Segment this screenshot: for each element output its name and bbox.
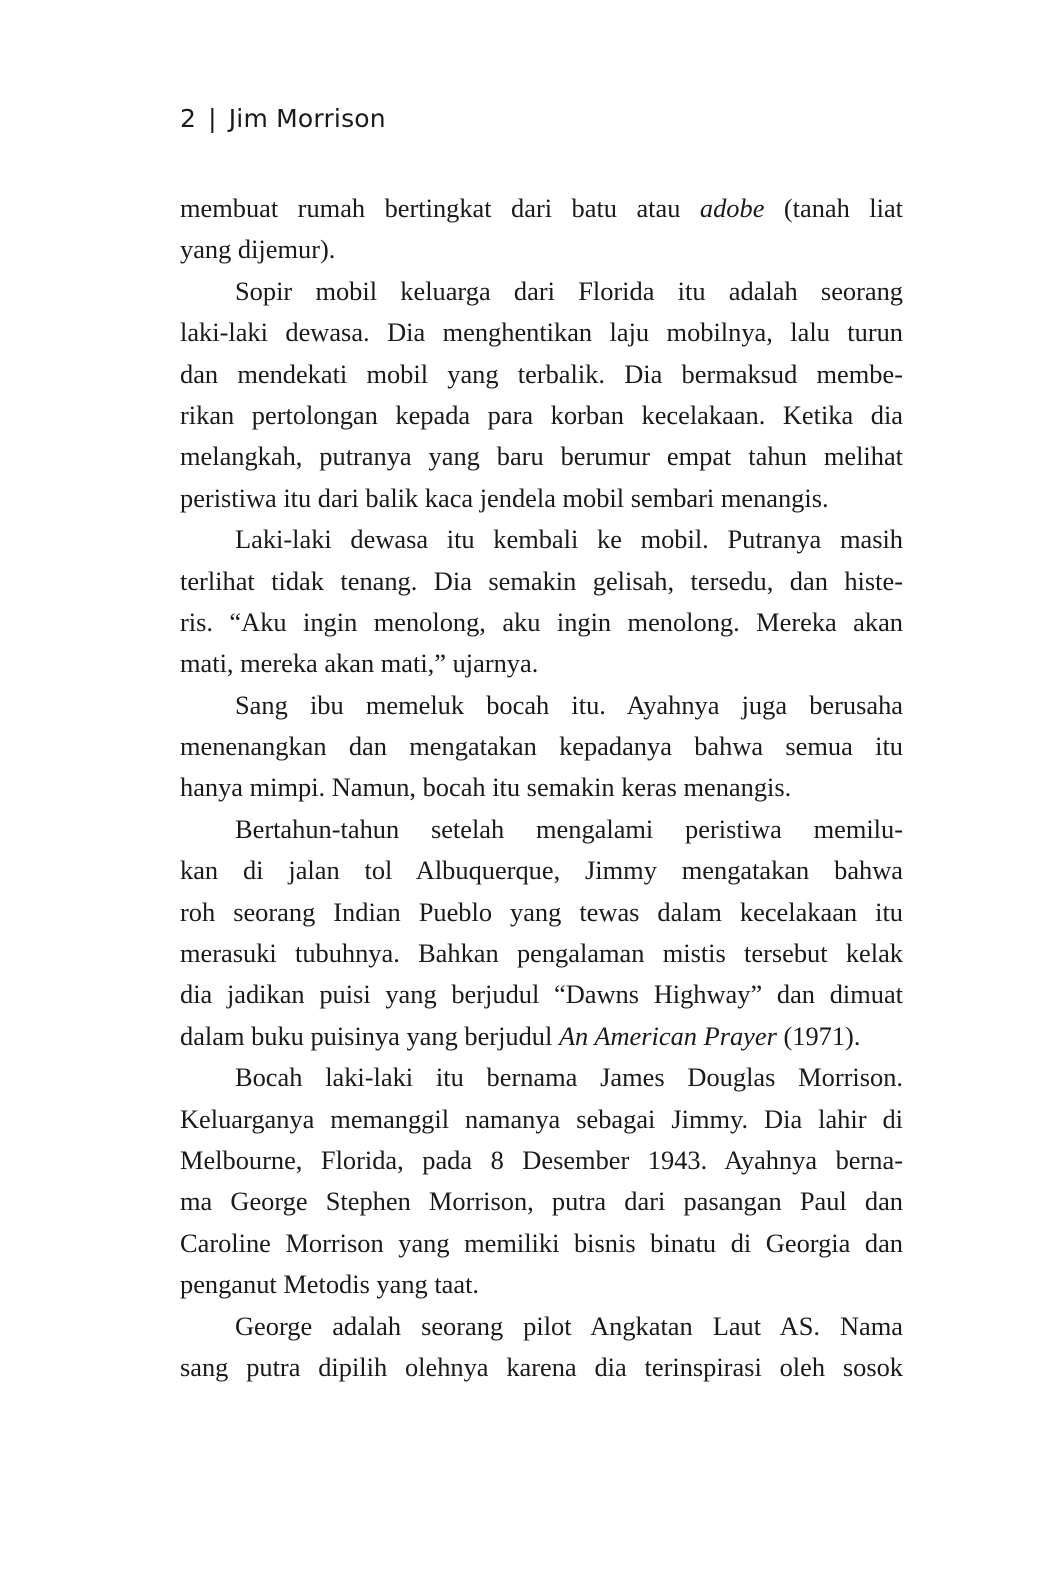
text-run: Keluarganya memanggil namanya sebagai Jimmy. Dia lahir di [180, 1103, 903, 1134]
text-run: yang dijemur). [180, 234, 336, 265]
text-run: dalam buku puisinya yang berjudul [180, 1020, 559, 1051]
text-line [180, 726, 903, 767]
text-run: (tanah liat [764, 193, 904, 223]
text-run: Bocah laki-laki itu bernama James Douglas Morrison. [235, 1062, 903, 1093]
text-run: Melbourne, Florida, pada 8 Desember 1943. Ayahnya berna- [180, 1144, 903, 1175]
text-line [180, 1306, 903, 1347]
text-run: merasuki tubuhnya. Bahkan pengalaman mistis tersebut kelak [180, 938, 903, 969]
text-line [180, 892, 903, 933]
text-run: Sang ibu memeluk bocah itu. Ayahnya juga berusaha [235, 689, 903, 720]
text-line [180, 1057, 903, 1098]
text-run: penganut Metodis yang taat. [180, 1269, 480, 1300]
running-head [180, 104, 386, 133]
paragraph [180, 271, 903, 519]
text-line [180, 1016, 903, 1057]
text-run: rikan pertolongan kepada para korban kecelakaan. Ketika dia [180, 399, 903, 430]
book-title: Jim Morrison [228, 104, 386, 133]
text-run: dia jadikan puisi yang berjudul “Dawns Highway” dan dimuat [180, 979, 903, 1010]
text-run: ma George Stephen Morrison, putra dari pasangan Paul dan [180, 1186, 903, 1217]
text-run: menenangkan dan mengatakan kepadanya bahwa semua itu [180, 731, 903, 762]
text-run: Sopir mobil keluarga dari Florida itu adalah seorang [235, 275, 903, 306]
text-run: kan di jalan tol Albuquerque, Jimmy mengatakan bahwa [180, 855, 903, 886]
paragraph [180, 188, 903, 271]
text-line [180, 354, 903, 395]
text-line [180, 229, 903, 270]
paragraph [180, 685, 903, 809]
text-line [180, 519, 903, 560]
text-run: (1971). [776, 1020, 861, 1051]
text-line [180, 1347, 903, 1388]
text-line [180, 1223, 903, 1264]
text-line [180, 767, 903, 808]
text-line [180, 1181, 903, 1222]
text-run: sang putra dipilih olehnya karena dia terinspirasi oleh sosok [180, 1351, 903, 1382]
text-line [180, 685, 903, 726]
text-run: laki-laki dewasa. Dia menghentikan laju mobilnya, lalu turun [180, 317, 903, 348]
text-line [180, 643, 903, 684]
paragraph [180, 1057, 903, 1305]
text-run: roh seorang Indian Pueblo yang tewas dalam kecelakaan itu [180, 896, 903, 927]
text-line [180, 478, 903, 519]
text-line [180, 1140, 903, 1181]
text-run: ris. “Aku ingin menolong, aku ingin menolong. Mereka akan [180, 606, 903, 637]
text-line [180, 271, 903, 312]
paragraph [180, 809, 903, 1057]
text-run: terlihat tidak tenang. Dia semakin gelisah, tersedu, dan histe- [180, 565, 903, 596]
text-run: Caroline Morrison yang memiliki bisnis binatu di Georgia dan [180, 1227, 903, 1258]
text-run: Bertahun-tahun setelah mengalami peristiwa memilu- [235, 813, 903, 844]
text-line [180, 1099, 903, 1140]
text-run: peristiwa itu dari balik kaca jendela mobil sembari menangis. [180, 482, 829, 513]
text-line [180, 850, 903, 891]
text-line [180, 561, 903, 602]
body-text [180, 188, 903, 1388]
text-run: dan mendekati mobil yang terbalik. Dia bermaksud membe- [180, 358, 903, 389]
paragraph [180, 519, 903, 685]
text-line [180, 933, 903, 974]
text-line [180, 602, 903, 643]
text-run: membuat rumah bertingkat dari batu atau [180, 193, 700, 223]
text-run: George adalah seorang pilot Angkatan Laut AS. Nama [235, 1310, 903, 1341]
text-line [180, 1264, 903, 1305]
text-run: mati, mereka akan mati,” ujarnya. [180, 648, 539, 679]
text-run: hanya mimpi. Namun, bocah itu semakin keras menangis. [180, 772, 792, 803]
text-line [180, 188, 903, 229]
italic-title: adobe [699, 193, 765, 223]
text-line [180, 809, 903, 850]
text-line [180, 395, 903, 436]
paragraph [180, 1306, 903, 1389]
text-line [180, 436, 903, 477]
italic-title: An American Prayer [558, 1020, 777, 1051]
text-line [180, 312, 903, 353]
page-number: 2 [180, 104, 197, 133]
text-run: Laki-laki dewasa itu kembali ke mobil. Putranya masih [235, 524, 903, 555]
header-separator: | [208, 104, 217, 133]
text-line [180, 974, 903, 1015]
text-run: melangkah, putranya yang baru berumur empat tahun melihat [180, 441, 903, 472]
